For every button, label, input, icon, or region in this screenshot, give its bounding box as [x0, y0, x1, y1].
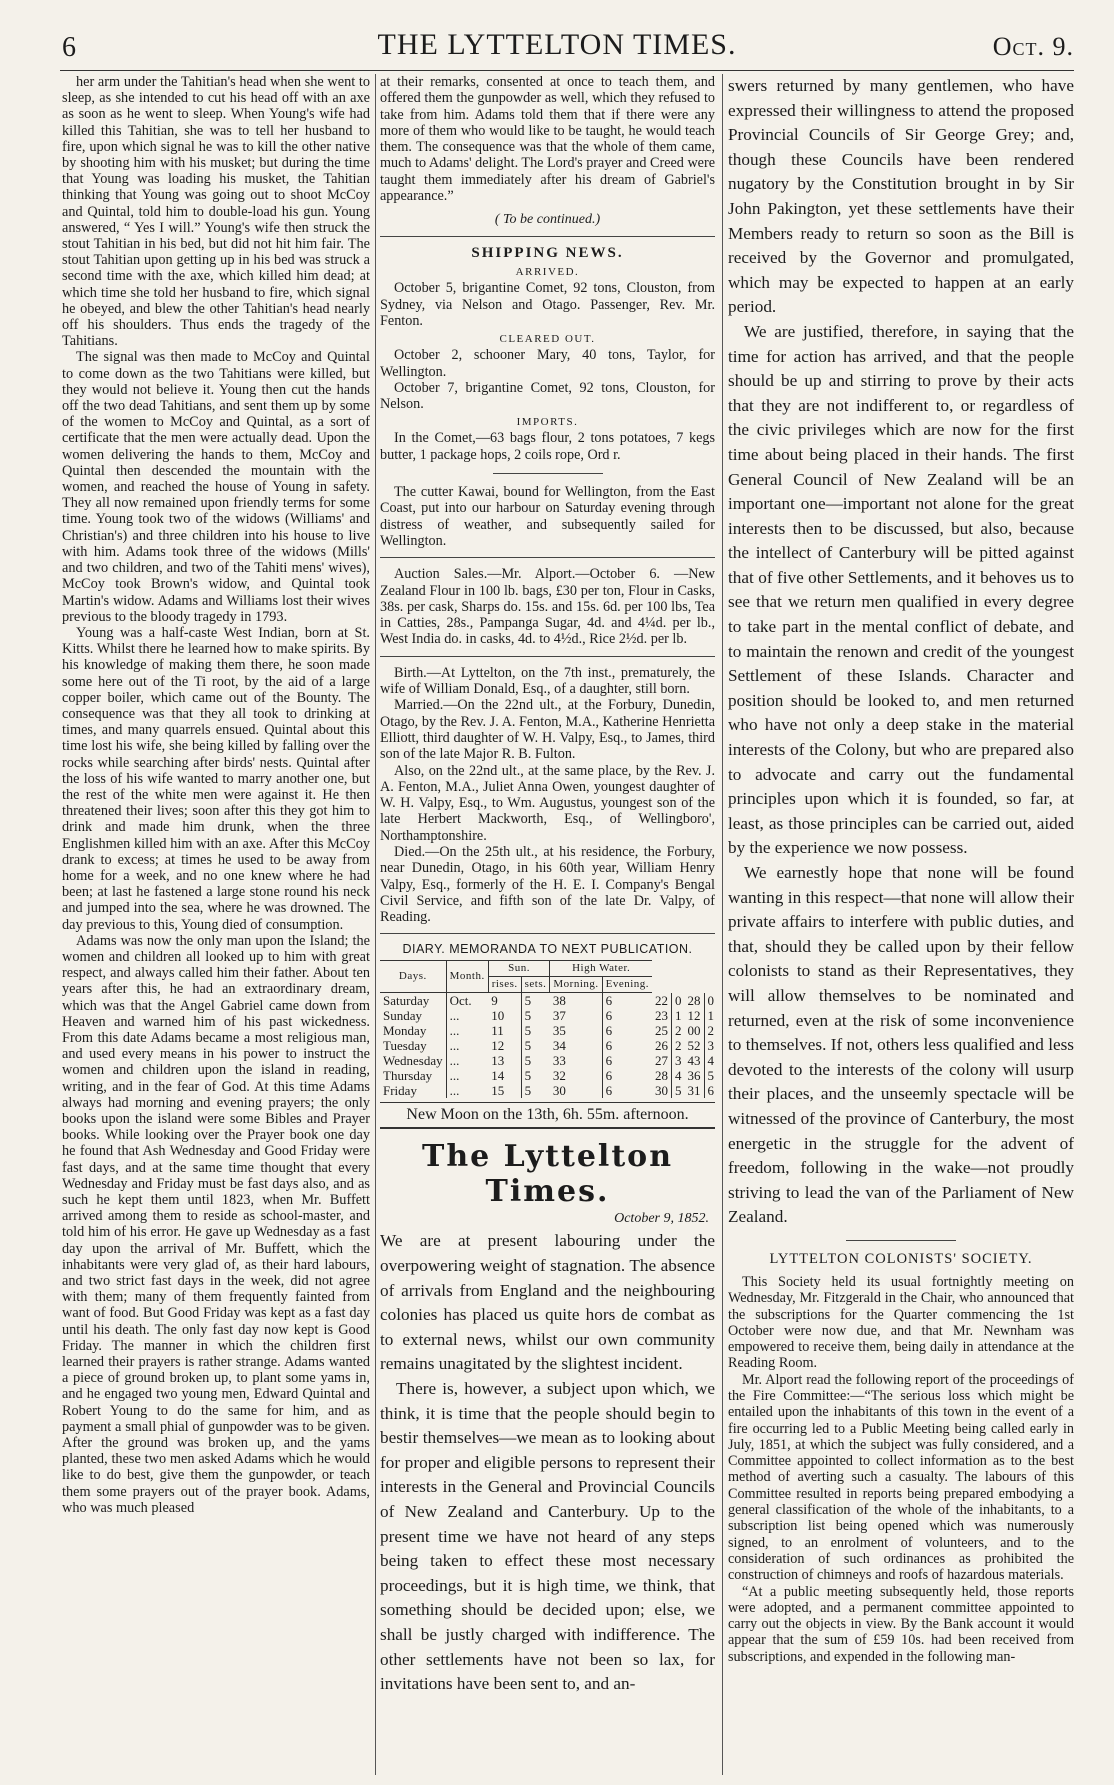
birth-notice: Birth.—At Lyttelton, on the 7th inst., prematurely, the wife of William Donald, Esq., of a daughter, still born. — [380, 664, 715, 698]
diary-cell-morning: 5 — [672, 1083, 685, 1098]
diary-cell-rise-min: 34 — [552, 1038, 566, 1054]
diary-cell-set: 6 — [602, 1038, 652, 1053]
diary-cell-morning: 4 — [672, 1068, 685, 1083]
to-be-continued: ( To be continued.) — [494, 212, 601, 228]
diary-cell-morning: 2 — [672, 1023, 685, 1038]
diary-row — [380, 1053, 715, 1068]
auction-sales: Auction Sales.—Mr. Alport.—October 6. —New Zealand Flour in 100 lb. bags, £30 per ton, Flour in Casks, 38s. per cask, Sharps do. 15s. and 15s. 6d. per 100 lbs, Tea in Catties, 28s., Pampanga Sugar, 4d. and 4¼d. per lb., West India do. in casks, 4d. to 4½d., Rice 2½d. per lb. — [380, 566, 715, 648]
diary-cell-month: ... — [446, 1068, 488, 1083]
diary-cell-day: Sunday — [383, 1008, 422, 1024]
diary-cell-month: ... — [446, 1008, 488, 1023]
diary-cell-set: 6 — [602, 1008, 652, 1023]
diary-cell-evening: 3 — [704, 1038, 715, 1053]
diary-cell-morning-min: 00 — [687, 1023, 701, 1039]
newspaper-title: THE LYTTELTON TIMES. — [377, 28, 737, 61]
diary-cell-month: Oct. — [446, 993, 488, 1009]
masthead-rule — [60, 70, 1074, 71]
column-divider — [375, 74, 376, 1775]
diary-cell-rise: 5 — [521, 1068, 550, 1083]
diary-cell-day: Friday — [383, 1083, 417, 1099]
diary-cell-evening: 4 — [704, 1053, 715, 1068]
col-evening: Evening. — [602, 977, 652, 993]
diary-cell-set-min: 30 — [655, 1083, 669, 1099]
diary-cell-day: Tuesday — [383, 1038, 427, 1054]
article-paragraph: her arm under the Tahitian's head when she went to sleep, as she intended to cut his head off with an axe as soon as he went to sleep. When Young's wife had killed this Tahitian, she was to tell her husband to fire, upon which signal he was to kill the other native by shooting him with his musket; but during the time that Young was loading his musket, the Tahitian thinking that Young was going out to shoot McCoy and Quintal, told him to double-load his gun. Young answered, “ Yes I will.” Young's wife then struck the stout Tahitian in his bed, but did not hit him fair. The stout Tahitian upon getting up in his bed was struck a second time with the axe, which killed him dead; at which time she told her husband to fire, which signal he obeyed, and blew the other Tahitian's head nearly off his shoulders. Thus ends the tragedy of the Tahitians. — [62, 74, 370, 350]
diary-cell-morning-min: 31 — [687, 1083, 701, 1099]
column-2 — [380, 74, 715, 1779]
cleared-entry: October 7, brigantine Comet, 92 tons, Clouston, for Nelson. — [380, 379, 715, 413]
diary-cell-date: 10 — [491, 1008, 505, 1024]
diary-cell-date: 13 — [491, 1053, 505, 1069]
diary-cell-month: ... — [446, 1053, 488, 1068]
editorial-body — [380, 1229, 715, 1696]
diary-cell-set-min: 26 — [655, 1038, 669, 1054]
editorial-paragraph: We are at present labouring under the overpowering weight of stagnation. The absence of arrivals from England and the neighbouring colonies has placed us quite hors de combat as to external news, whilst our own community remains unagitated by the slightest incident. — [380, 1231, 715, 1374]
diary-cell-set-min: 23 — [655, 1008, 669, 1024]
diary-heading: DIARY. MEMORANDA TO NEXT PUBLICATION. — [402, 942, 693, 957]
diary-cell-morning-min: 43 — [687, 1053, 701, 1069]
editorial-dateline: October 9, 1852. — [614, 1211, 709, 1227]
masthead — [0, 22, 1114, 62]
diary-cell-rise: 5 — [521, 1023, 550, 1038]
cleared-entry: October 2, schooner Mary, 40 tons, Taylor, for Wellington. — [380, 347, 715, 380]
diary-row — [380, 1023, 715, 1038]
diary-cell-date: 11 — [491, 1023, 504, 1039]
diary-cell-evening: 5 — [704, 1068, 715, 1083]
diary-cell-rise-min: 35 — [552, 1023, 566, 1039]
diary-cell-morning-min: 12 — [687, 1008, 701, 1024]
diary-cell-rise-min: 30 — [552, 1083, 566, 1099]
diary-cell-rise: 5 — [521, 1083, 550, 1098]
diary-row — [380, 1038, 715, 1053]
diary-cell-evening: 6 — [704, 1083, 715, 1098]
diary-cell-morning-min: 52 — [687, 1038, 701, 1054]
col-high-water: High Water. — [550, 961, 652, 977]
editorial-paragraph: There is, however, a subject upon which, we think, it is time that the people should begin to bestir themselves—we mean as to looking about for proper and eligible persons to represent their interests in the General and Provincial Councils of New Zealand and Canterbury. Up to the present time we have not heard of any steps being taken to effect these most necessary proceedings, but it is high time, we think, that something should be decided upon; else, we shall be justly charged with indifference. The other settlements have not been so lax, for invitations have been sent to, and an- — [380, 1379, 715, 1694]
column-3 — [728, 74, 1074, 1779]
short-rule — [846, 1240, 956, 1241]
diary-cell-rise-min: 37 — [552, 1008, 566, 1024]
diary-cell-rise: 5 — [521, 993, 550, 1009]
new-moon-note: New Moon on the 13th, 6h. 55m. afternoon. — [380, 1102, 715, 1129]
diary-cell-evening: 2 — [704, 1023, 715, 1038]
diary-cell-morning: 1 — [672, 1008, 685, 1023]
diary-cell-morning-min: 28 — [687, 993, 701, 1009]
diary-cell-month: ... — [446, 1038, 488, 1053]
society-heading: LYTTELTON COLONISTS' SOCIETY. — [769, 1250, 1033, 1267]
issue-date: Oct. 9. — [992, 32, 1074, 61]
section-rule — [380, 656, 715, 657]
diary-cell-day: Monday — [383, 1023, 427, 1039]
diary-cell-date: 14 — [491, 1068, 505, 1084]
imports-entry: In the Comet,—63 bags flour, 2 tons potatoes, 7 kegs butter, 1 package hops, 2 coils rope, Ord r. — [380, 430, 715, 463]
diary-cell-morning: 3 — [672, 1053, 685, 1068]
diary-cell-morning-min: 36 — [687, 1068, 701, 1084]
article-paragraph: Adams was now the only man upon the Island; the women and children all looked up to him with great respect, and always called him their father. About ten years after this, he had an extraordinary dream, which was that the Angel Gabriel came down from Heaven and warned him of his past wickedness. From this date Adams became a most religious man, and used every means in his power to instruct the women and children upon the island in reading, writing, and in the fear of God. At this time Adams always had morning and evening prayers; the only books upon the island were some Bibles and Prayer books. While looking over the Prayer book one day he found that Ash Wednesday and Good Friday were fast days, and at the same time thought that every Wednesday and Friday must be fast days also, and as such he kept them until 1823, when Mr. Buffett arrived among them to reside as school-master, and told him of his error. He gave up Wednesday as a fast day upon the arrival of Mr. Buffett, which the inhabitants were very glad of, as their hard labours, and two strict fast days in the week, did not agree with them; many of them frequently fainted from want of food. But Good Friday was kept as a fast day until his death. The only fast day now kept is Good Friday. The manner in which the children first learned their prayers is rather strange. Adams wanted a piece of ground broken up, to plant some yams in, and he engaged two young men, Edward Quintal and Robert Young to do the same for him, and as payment a small phial of gunpowder was to be given. After the ground was broken up, and the yams planted, these two men asked Adams which he would like to do best, give them the gunpowder, or teach them some prayers out of the prayer book. Adams, who was much pleased — [62, 932, 370, 1516]
diary-row — [380, 993, 715, 1009]
diary-cell-morning: 0 — [672, 993, 685, 1009]
diary-cell-date: 12 — [491, 1038, 505, 1054]
diary-cell-set: 6 — [602, 993, 652, 1009]
shipping-news-heading: SHIPPING NEWS. — [471, 245, 624, 262]
diary-cell-month: ... — [446, 1083, 488, 1098]
diary-cell-set: 6 — [602, 1068, 652, 1083]
editorial-paragraph: swers returned by many gentlemen, who have expressed their willingness to attend the proposed Provincial Councils of Sir George Grey; and, though these Councils have been rendered nugatory by the Constitution brought in by Sir John Pakington, yet these settlements have their Members ready to return so soon as the Bill is received by the Governor and promulgated, which may be expected to happen at an early period. — [728, 76, 1074, 317]
death-notice: Died.—On the 25th ult., at his residence, the Forbury, near Dunedin, Otago, in his 60th year, William Henry Valpy, Esq., formerly of the H. E. I. Company's Bengal Civil Service, and fifth son of the late Dr. Valpy, of Reading. — [380, 843, 715, 926]
marriage-notice: Married.—On the 22nd ult., at the Forbury, Dunedin, Otago, by the Rev. J. A. Fenton, M.A., Katherine Henrietta Elliott, third daughter of W. H. Valpy, Esq., to James, third son of the late Major R. B. Fulton. — [380, 697, 715, 763]
imports-label: IMPORTS. — [516, 416, 579, 429]
diary-cell-rise: 5 — [521, 1038, 550, 1053]
diary-row — [380, 1083, 715, 1098]
diary-cell-day: Thursday — [383, 1068, 433, 1084]
section-rule — [380, 236, 715, 237]
diary-cell-rise-min: 33 — [552, 1053, 566, 1069]
diary-cell-set: 6 — [602, 1023, 652, 1038]
short-rule — [493, 473, 603, 474]
diary-row — [380, 1008, 715, 1023]
diary-cell-set: 6 — [602, 1083, 652, 1098]
section-rule — [380, 933, 715, 934]
society-paragraph: Mr. Alport read the following report of the proceedings of the Fire Committee:—“The serious loss which might be entailed upon the inhabitants of this town in the event of a fire occurring led to a Public Meeting being called early in July, 1851, at which the subject was fully considered, and a Committee appointed to collect information as to the best method of averting such a casualty. The labours of this Committee resulted in reports being prepared embodying a general classification of the whole of the inhabitants, to a subscription list being opened which was numerously signed, to an enrolment of volunteers, and to the consideration of such ordinances as prohibited the construction of chimneys and roofs of hazardous materials. — [728, 1371, 1074, 1584]
diary-cell-rise: 5 — [521, 1053, 550, 1068]
diary-cell-day: Wednesday — [383, 1053, 443, 1069]
society-paragraph: “At a public meeting subsequently held, those reports were adopted, and a permanent committee appointed to carry out the objects in view. By the Bank account it would appear that the sum of £59 10s. had been received from subscriptions, and expended in the following man- — [728, 1583, 1074, 1665]
col-morning: Morning. — [550, 977, 602, 993]
diary-cell-set: 6 — [602, 1053, 652, 1068]
editorial-paragraph: We are justified, therefore, in saying that the time for action has arrived, and that the people should be up and stirring to prove by their acts that they are not indifferent to, or regardless of the civic privileges which are now for the first time about being placed in their hands. The first General Council of New Zealand will be an important one—important not alone for the great interests then to be discussed, but also, because the intellect of Canterbury will be pitted against that of five other Settlements, and it behoves us to see that we return men qualified in every degree to take part in the mental conflict of debate, and to maintain the renown and credit of the youngest Settlement of these Islands. Character and position should be looked to, and men returned who have not only a deep stake in the material interests of the Colony, but who are prepared also to advocate and carry out the fundamental principles upon which it is founded, so far, at least, as those principles can be carried out, aided by the experience we now possess. — [728, 321, 1074, 858]
diary-table — [380, 960, 715, 1098]
diary-cell-month: ... — [446, 1023, 488, 1038]
diary-cell-set-min: 25 — [655, 1023, 669, 1039]
diary-cell-evening: 0 — [704, 993, 715, 1009]
diary-cell-set-min: 28 — [655, 1068, 669, 1084]
editorial-masthead: The Lyttelton Times. — [422, 1139, 673, 1210]
col-days: Days. — [380, 961, 446, 993]
editorial-continued — [728, 74, 1074, 1230]
society-paragraph: This Society held its usual fortnightly meeting on Wednesday, Mr. Fitzgerald in the Chair, who announced that the subscriptions for the Quarter commencing the 1st October were now due, and that Mr. Newnham was empowered to receive them, being daily in attendance at the Reading Room. — [728, 1273, 1074, 1372]
article-continuation: at their remarks, consented at once to teach them, and offered them the gunpowder as well, which they refused to take from him. Adams told them that if there were any more of them who would like to be taught, he would teach them. The consequence was that the whole of them came, much to Adams' delight. The Lord's prayer and Creed were taught them immediately after his dream of Gabriel's appearance.” — [380, 74, 715, 205]
article-paragraph: Young was a half-caste West Indian, born at St. Kitts. Whilst there he learned how to make spirits. By his knowledge of making them there, he soon made some here out of the Ti root, by the aid of a large copper boiler, which came out of the Bounty. The consequence was that they all took to drinking at times, and many quarrels ensued. Quintal about this time lost his wife, she being killed by falling over the rocks while searching after birds' nests. Quintal after the loss of his wife wanted to marry another one, but the rest of the white men were against it. He then threatened their lives; soon after this they got him to drink and made him drunk, when the three Englishmen killed him with an axe. After this McCoy drank to excess; at times he used to be away from home for a week, and no one knew where he had been; at last he fastened a large stone round his neck and jumped into the sea, where he was drowned. The day previous to this, Young died of consumption. — [62, 624, 370, 933]
diary-cell-evening: 1 — [704, 1008, 715, 1023]
arrived-entry: October 5, brigantine Comet, 92 tons, Clouston, from Sydney, via Nelson and Otago. Passenger, Rev. Mr. Fenton. — [380, 280, 715, 329]
editorial-paragraph: We earnestly hope that none will be found wanting in this respect—that none will allow their private affairs to interfere with public duties, and that, should they be called upon by their fellow colonists to stand as their Representatives, they will allow themselves to be nominated and returned, even at the risk of some inconvenience to themselves. If not, others less qualified and less devoted to the interests of the colony will usurp their places, and the unseemly spectacle will be witnessed of the province of Canterbury, the most energetic in the struggle for the advent of freedom, following in the wake—not proudly striving to lead the van of the Parliament of New Zealand. — [728, 863, 1074, 1227]
diary-cell-rise-min: 32 — [552, 1068, 566, 1084]
diary-cell-rise-min: 38 — [552, 993, 566, 1009]
page-number: 6 — [62, 32, 76, 63]
marriage-notice: Also, on the 22nd ult., at the same place, by the Rev. J. A. Fenton, M.A., Juliet Anna Owen, youngest daughter of W. H. Valpy, Esq., to Wm. Augustus, youngest son of the late Herbert Mackworth, Esq., of Wellingboro', Northamptonshire. — [380, 762, 715, 844]
arrived-label: ARRIVED. — [515, 266, 580, 279]
col-rises: rises. — [488, 977, 521, 993]
diary-cell-rise: 5 — [521, 1008, 550, 1023]
diary-cell-date: 9 — [491, 993, 498, 1009]
col-sets: sets. — [521, 977, 550, 993]
diary-row — [380, 1068, 715, 1083]
diary-cell-set-min: 22 — [655, 993, 669, 1009]
society-report — [728, 1251, 1074, 1665]
column-1 — [62, 74, 370, 1779]
cleared-label: CLEARED OUT. — [499, 333, 596, 346]
cutter-notice: The cutter Kawai, bound for Wellington, from the East Coast, put into our harbour on Saturday evening through distress of weather, and subsequently sailed for Wellington. — [380, 484, 715, 549]
section-rule — [380, 557, 715, 558]
diary-cell-morning: 2 — [672, 1038, 685, 1053]
diary-cell-date: 15 — [491, 1083, 505, 1099]
col-month: Month. — [446, 961, 488, 993]
diary-cell-day: Saturday — [383, 993, 430, 1009]
col-sun: Sun. — [488, 961, 550, 977]
diary-cell-set-min: 27 — [655, 1053, 669, 1069]
article-paragraph: The signal was then made to McCoy and Quintal to come down as the two Tahitians were killed, but they would not believe it. Young then cut the hands off the two dead Tahitians, and sent them up by some of the women to McCoy and Quintal, as a sort of certificate that the men were actually dead. Upon the women delivering the hands to them, McCoy and Quintal then descended the mountain with the women, and reached the house of Young in safety. They all now remained upon friendly terms for some time. Young took two of the widows (Williams' and Christian's) and three children into his house to live with him. Adams took three of the widows (Mills' and two children, and two of the Tahiti mens' wives), McCoy took Brown's widow, and Quintal took Martin's widow. Adams and Williams lost their wives previous to the bloody tragedy in 1793. — [62, 349, 370, 625]
column-divider — [722, 74, 723, 1775]
